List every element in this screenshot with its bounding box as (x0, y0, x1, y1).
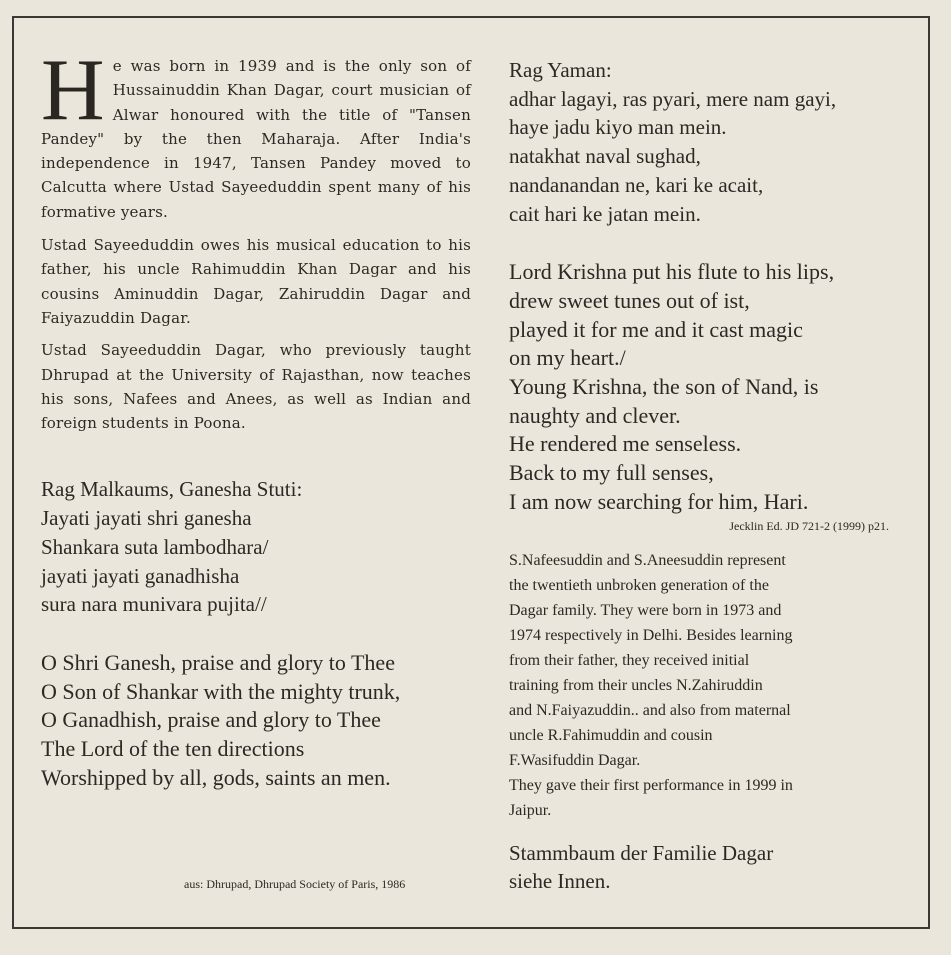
family-line: They gave their first performance in 1999 in (509, 776, 793, 794)
translation-line: O Ganadhish, praise and glory to Thee (41, 707, 381, 733)
translation-line: The Lord of the ten directions (41, 736, 305, 762)
family-line: Jaipur. (509, 801, 552, 819)
stuti-block (41, 475, 471, 619)
stuti-line: jayati jayati ganadhisha (41, 563, 240, 588)
bio-paragraph-1-text: e was born in 1939 and is the only son of Hussainuddin Khan Dagar, court musician of Alwar honoured with the title of "Tansen Pandey" by the then Maharaja. After India's independence in 1947, Tansen Pandey moved to Calcutta where Ustad Sayeeduddin spent many of his formative years. (41, 57, 471, 221)
left-source-caption: aus: Dhrupad, Dhrupad Society of Paris, 1986 (184, 877, 406, 891)
family-line: training from their uncles N.Zahiruddin (509, 676, 763, 694)
family-line: S.Nafeesuddin and S.Aneesuddin represent (509, 551, 786, 569)
family-line: 1974 respectively in Delhi. Besides learning (509, 626, 793, 644)
stammbaum-line: siehe Innen. (509, 868, 611, 893)
bio-paragraph-1 (41, 42, 471, 224)
yaman-line: adhar lagayi, ras pyari, mere nam gayi, (509, 86, 837, 111)
stuti-line: Jayati jayati shri ganesha (41, 506, 252, 531)
family-line: uncle R.Fahimuddin and cousin (509, 726, 713, 744)
family-line: and N.Faiyazuddin.. and also from maternal (509, 701, 791, 719)
krishna-line: Back to my full senses, (509, 460, 714, 486)
stuti-title: Rag Malkaums, Ganesha Stuti: (41, 477, 303, 502)
krishna-line: naughty and clever. (509, 402, 681, 428)
krishna-line: He rendered me senseless. (509, 431, 742, 457)
yaman-line: nandanandan ne, kari ke acait, (509, 172, 764, 197)
yaman-block (509, 56, 909, 228)
stuti-line: Shankara suta lambodhara/ (41, 534, 269, 559)
family-line: from their father, they received initial (509, 651, 750, 669)
drop-cap: H (41, 42, 105, 139)
yaman-title: Rag Yaman: (509, 58, 612, 82)
family-line: F.Wasifuddin Dagar. (509, 751, 641, 769)
left-column (41, 42, 471, 792)
stuti-line: sura nara munivara pujita// (41, 592, 267, 617)
stammbaum-note (509, 839, 909, 895)
translation-line: O Son of Shankar with the mighty trunk, (41, 678, 401, 704)
yaman-line: natakhat naval sughad, (509, 144, 701, 169)
family-line: Dagar family. They were born in 1973 and (509, 601, 782, 619)
translation-line: O Shri Ganesh, praise and glory to Thee (41, 649, 395, 675)
krishna-translation-block (509, 258, 909, 516)
krishna-line: Young Krishna, the son of Nand, is (509, 374, 819, 400)
yaman-line: cait hari ke jatan mein. (509, 201, 701, 226)
stammbaum-line: Stammbaum der Familie Dagar (509, 840, 774, 865)
krishna-line: played it for me and it cast magic (509, 316, 803, 342)
yaman-line: haye jadu kiyo man mein. (509, 115, 727, 140)
right-source-caption: Jecklin Ed. JD 721-2 (1999) p21. (729, 518, 889, 533)
krishna-line: on my heart./ (509, 345, 626, 371)
krishna-line: drew sweet tunes out of ist, (509, 287, 750, 313)
family-paragraph (509, 548, 909, 823)
translation-line: Worshipped by all, gods, saints an men. (41, 764, 391, 790)
krishna-line: Lord Krishna put his flute to his lips, (509, 259, 835, 285)
krishna-line: I am now searching for him, Hari. (509, 488, 809, 514)
bio-paragraph-2: Ustad Sayeeduddin owes his musical education to his father, his uncle Rahimuddin Khan Dagar and his cousins Aminuddin Dagar, Zahiruddin Dagar and Faiyazuddin Dagar. (41, 236, 471, 327)
translation-block (41, 649, 471, 793)
right-column (509, 56, 909, 895)
bio-paragraph-3: Ustad Sayeeduddin Dagar, who previously taught Dhrupad at the University of Rajasthan, now teaches his sons, Nafees and Anees, as well as Indian and foreign students in Poona. (41, 341, 471, 433)
family-line: the twentieth unbroken generation of the (509, 576, 769, 594)
